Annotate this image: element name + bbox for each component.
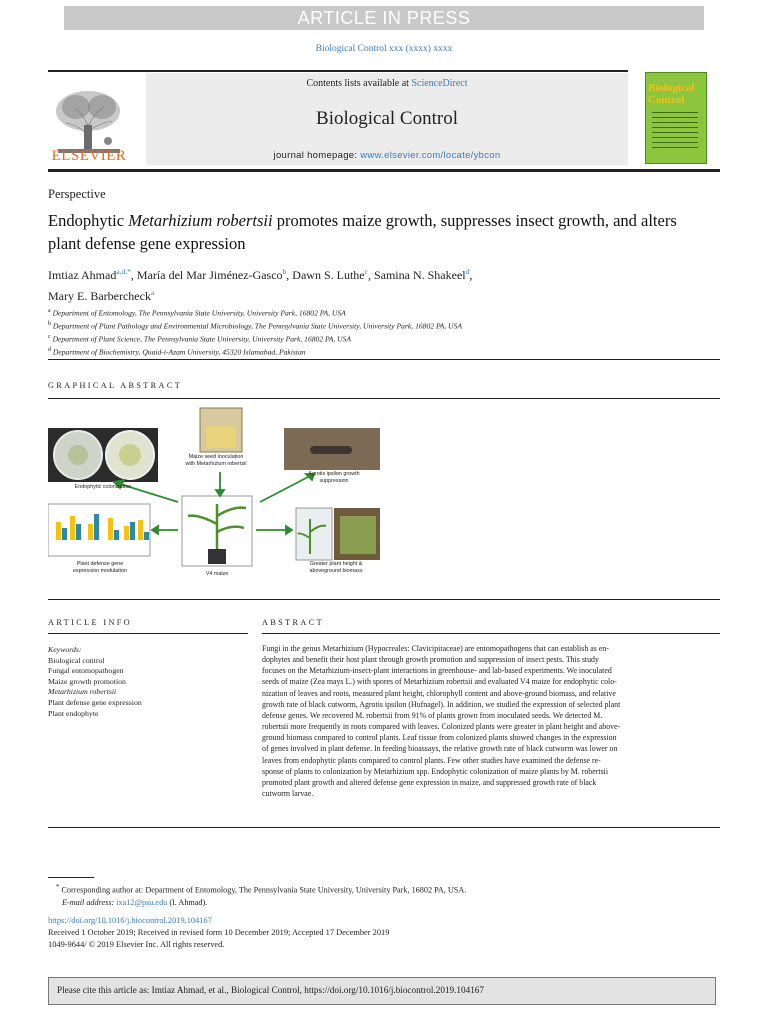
graphical-abstract-heading: GRAPHICAL ABSTRACT	[48, 381, 183, 390]
abstract-line: focuses on the Metarhizium-insect-plant interactions in greenhouse- and lab-based experiments. We inoculated	[262, 666, 612, 676]
abstract-line: cutworm larvae.	[262, 789, 314, 799]
abstract-line: ground biomass compared to control plants. Leaf tissue from colonized plants showed changes in the expression	[262, 733, 617, 743]
author-separator: ,	[469, 268, 473, 282]
author-affiliation-marker[interactable]: c	[364, 267, 368, 276]
author-name[interactable]: Dawn S. Luthe	[292, 268, 365, 282]
inoculation-caption: Maize seed inoculation with Metarhizium robertsii	[185, 454, 247, 467]
abstract-line: Fungi in the genus Metarhizium (Hypocreales: Clavicipitaceae) are entomopathogens that can establish as en-	[262, 644, 609, 653]
keyword: Plant endophyte	[48, 708, 99, 718]
author-name[interactable]: María del Mar Jiménez-Gasco	[136, 268, 283, 282]
sciencedirect-link[interactable]: ScienceDirect	[411, 78, 468, 89]
colonization-caption: Endophytic colonization	[74, 484, 132, 490]
article-info-heading: ARTICLE INFO	[48, 618, 133, 627]
agrotis-caption: Agrotis ipsilon growth suppression	[308, 471, 360, 484]
abstract-line: nization of leaves and roots, measured plant height, chlorophyll content and above-ground biomass, and relative	[262, 688, 616, 698]
received-dates: Received 1 October 2019; Received in revised form 10 December 2019; Accepted 17 December 2019	[48, 928, 390, 938]
header-top-rule	[48, 70, 628, 72]
section-rule-3	[48, 827, 720, 828]
abstract-line: dophytes and benefit their host plant through growth promotion and suppression of insect pests. This study	[262, 655, 599, 665]
abstract-heading: ABSTRACT	[262, 618, 324, 627]
author-affiliation-marker[interactable]: d	[465, 267, 470, 276]
keyword: Plant defense gene expression	[48, 697, 142, 707]
keyword: Maize growth promotion	[48, 676, 126, 686]
author-separator: ,	[286, 268, 293, 282]
section-rule-2	[48, 599, 720, 600]
journal-reference-link[interactable]: Biological Control xxx (xxxx) xxxx	[315, 44, 453, 54]
keywords-label: Keywords:	[48, 645, 82, 654]
author-separator: ,	[367, 268, 374, 282]
section-rule	[48, 359, 720, 360]
footnote-rule	[48, 877, 94, 878]
affiliation-item: $^d$ Department of Biochemistry, Quaid-i-Azam University, 45320 Islamabad, Pakistan	[48, 347, 306, 357]
copyright: 1049-9644/ © 2019 Elsevier Inc. All rights reserved.	[48, 940, 225, 950]
corresponding-author-footnote: * Corresponding author at: Department of Entomology, The Pennsylvania State University, University Park, 16802 PA, USA. E-mail address: ixa12@psu.edu (I. Ahmad).	[56, 884, 467, 907]
journal-homepage	[146, 150, 628, 161]
homepage-link[interactable]: www.elsevier.com/locate/ybcon	[360, 150, 501, 161]
journal-title: Biological Control	[316, 108, 458, 129]
abstract-text	[262, 643, 720, 799]
graphical-abstract-rule	[48, 398, 720, 399]
author-name[interactable]: Samina N. Shakeel	[373, 268, 466, 282]
keyword: Fungal entomopathogen	[48, 666, 124, 676]
article-title: Endophytic Metarhizium robertsii promotes maize growth, suppresses insect growth, and alters plant defense gene expression	[48, 211, 677, 253]
abstract-line: promoted plant growth and altered defense gene expression in maize, and suppressed growth rate of black	[262, 777, 597, 787]
abstract-line: sponse of plants to colonization by Metarhizium spp. Endophytic colonization of maize plants by M. robertsii	[262, 766, 609, 776]
abstract-line: growth rate of black cutworm, Agrotis ipsilon (Hufnagel). In addition, we studied the expression of selected plant	[262, 699, 621, 709]
author-separator: ,	[130, 268, 137, 282]
biomass-caption: Greater plant height & aboveground biomass	[309, 561, 363, 574]
keyword: Metarhizium robertsii	[48, 687, 117, 697]
article-info-rule	[48, 633, 248, 634]
elsevier-wordmark: ELSEVIER	[51, 148, 127, 164]
abstract-line: leaves from endophytic plants compared to control plants. Few other studies have examined the defense re-	[262, 755, 601, 765]
article-in-press-banner: ARTICLE IN PRESS	[64, 6, 704, 30]
keyword: Biological control	[48, 655, 105, 665]
author-affiliation-marker[interactable]: a	[150, 288, 155, 297]
author-name[interactable]: Mary E. Barbercheck	[48, 289, 151, 303]
v4-maize-caption: V4 maize	[205, 571, 229, 577]
header-bottom-rule	[48, 169, 720, 172]
article-type: Perspective	[48, 187, 106, 201]
abstract-line: defense genes. We recovered M. robertsii from 91% of plants grown from inoculated seeds. We detected M.	[262, 710, 603, 720]
doi-link[interactable]: https://doi.org/10.1016/j.biocontrol.2019.104167	[48, 916, 212, 925]
citation-box: Please cite this article as: Imtiaz Ahmad, et al., Biological Control, https://doi.org/10.1016/j.biocontrol.2019.104167	[48, 977, 716, 1005]
gene-expression-caption: Plant defense gene expression modulation	[73, 561, 127, 574]
contents-available	[146, 78, 628, 89]
publication-info	[48, 915, 708, 952]
abstract-rule	[262, 633, 720, 634]
affiliation-item: $^c$ Department of Plant Science, The Pennsylvania State University, University Park, 16802 PA, USA	[48, 334, 352, 344]
author-affiliation-marker[interactable]: b	[282, 267, 287, 276]
author-name[interactable]: Imtiaz Ahmad	[48, 268, 117, 282]
affiliation-list	[48, 306, 708, 359]
cover-title: Biological Control	[648, 82, 695, 106]
contents-prefix: Contents lists available at	[306, 78, 412, 89]
keywords-block	[48, 645, 248, 719]
homepage-prefix: journal homepage:	[273, 150, 361, 161]
affiliation-item: $^b$ Department of Plant Pathology and Environmental Microbiology, The Pennsylvania State University, University Park, 16802 PA, USA	[48, 321, 462, 331]
graphical-abstract-figure	[48, 404, 388, 582]
affiliation-item: $^a$ Department of Entomology, The Pennsylvania State University, University Park, 16802 PA, USA	[48, 308, 346, 318]
email-link[interactable]: ixa12@psu.edu	[116, 897, 168, 907]
author-affiliation-marker[interactable]: a,d,*	[116, 267, 131, 276]
cover-text-lines	[652, 112, 698, 152]
abstract-line: robertsii more frequently in roots compared with leaves. Colonized plants were greater in plant height and above-	[262, 722, 621, 732]
abstract-line: seeds of maize (Zea mays L.) with spores of Metarhizium robertsii and evaluated V4 maize for endophytic colo-	[262, 677, 617, 687]
author-list	[48, 263, 708, 305]
abstract-line: of genes involved in plant defense. In feeding bioassays, the relative growth rate of black cutworm was lower on	[262, 744, 618, 754]
